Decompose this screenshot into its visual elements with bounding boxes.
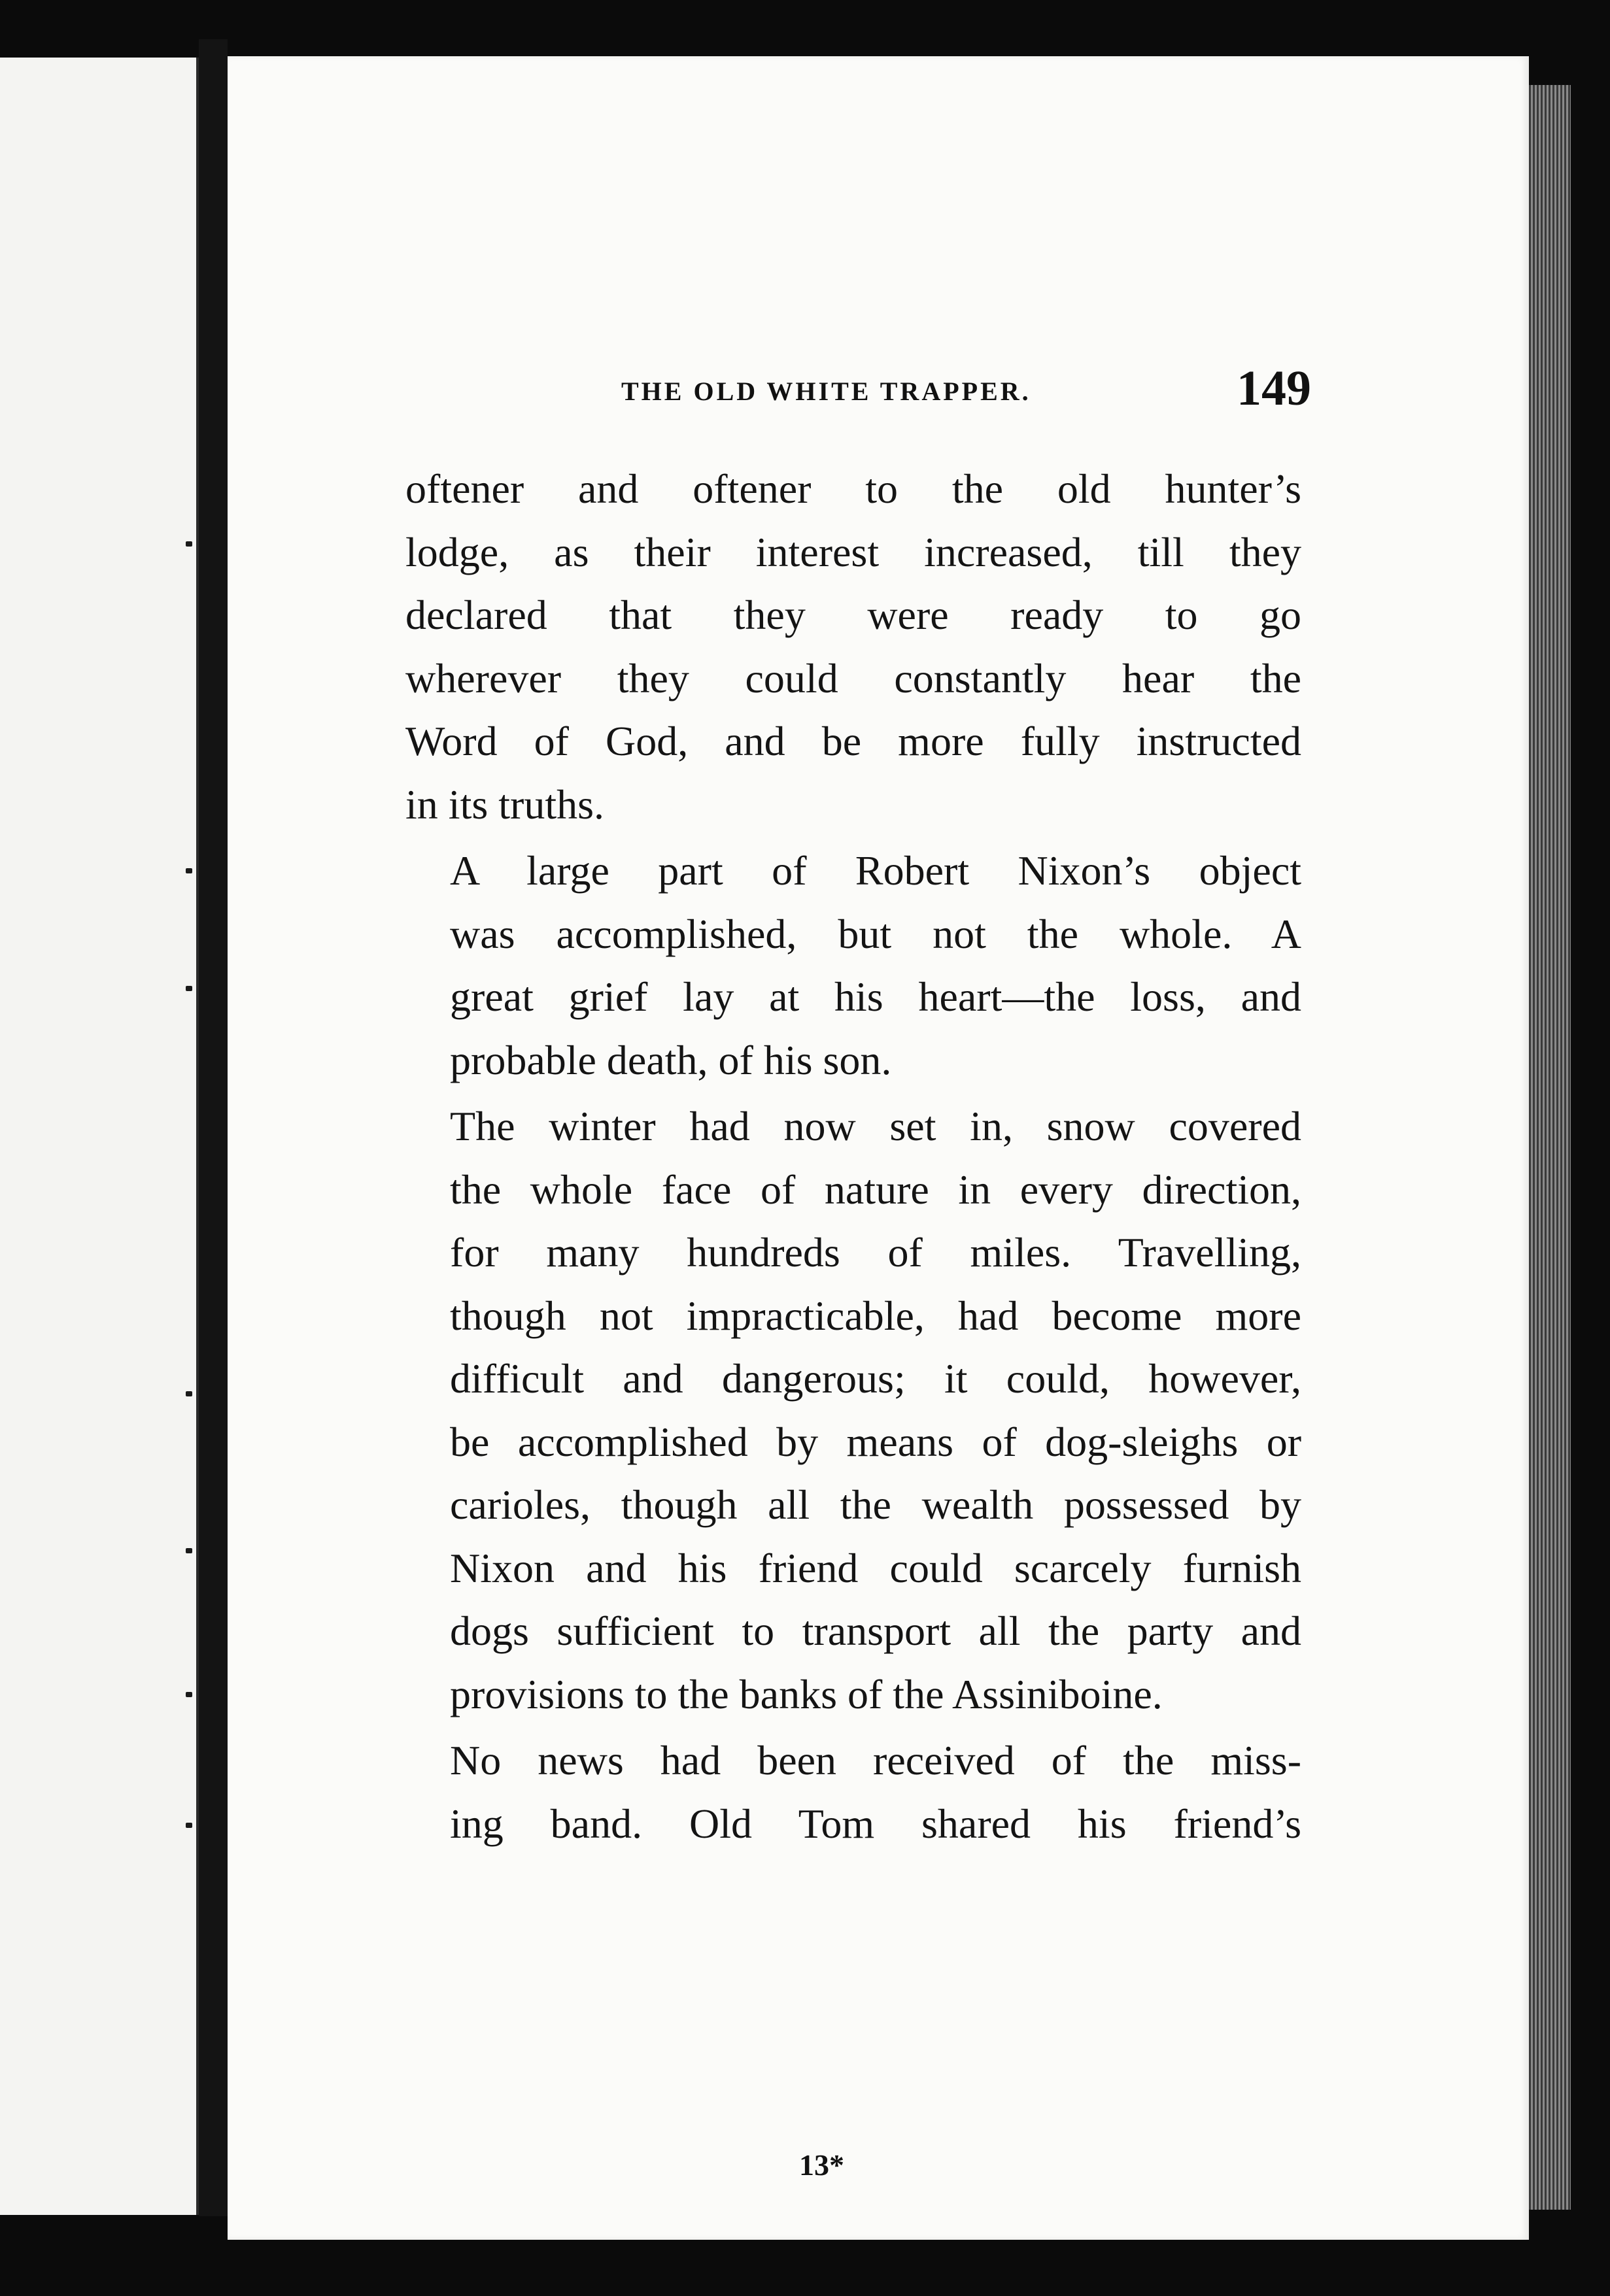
text-line: No news had been received of the miss- [450,1737,1301,1783]
bleed-mark [186,868,192,873]
running-head: THE OLD WHITE TRAPPER. [621,377,1031,406]
bleed-mark [186,1548,192,1553]
bleed-mark [186,1391,192,1396]
text-line: great grief lay at his heart—the loss, and [450,973,1301,1020]
page-edges [1529,85,1571,2210]
book-gutter [199,39,228,2216]
text-line: provisions to the banks of the Assiniboine. [450,1670,1163,1717]
text-line: carioles, though all the wealth possessed by [450,1481,1301,1528]
text-line: Word of God, and be more fully instructed [405,718,1301,764]
facing-page-edge [0,58,199,2215]
text-line: declared that they were ready to go [405,592,1301,638]
text-line: A large part of Robert Nixon’s object [450,847,1301,894]
text-line: probable death, of his son. [450,1036,892,1083]
text-line: difficult and dangerous; it could, however, [450,1355,1301,1402]
page-number: 149 [1237,361,1311,416]
paragraph [405,458,1301,836]
page-header [396,356,1311,435]
paragraph [405,839,1301,1092]
signature-mark: 13* [799,2148,844,2182]
paragraph [405,1095,1301,1726]
text-line: ing band. Old Tom shared his friend’s [450,1800,1301,1847]
text-line: lodge, as their interest increased, till they [405,528,1301,575]
bleed-mark [186,541,192,547]
text-line: in its truths. [405,781,605,828]
text-line: though not impracticable, had become more [450,1292,1301,1339]
bleed-mark [186,1692,192,1697]
text-line: be accomplished by means of dog-sleighs or [450,1418,1301,1465]
bleed-mark [186,986,192,991]
text-line: was accomplished, but not the whole. A [450,910,1301,957]
bleed-mark [186,1823,192,1828]
paragraph [405,1729,1301,1855]
text-line: wherever they could constantly hear the [405,654,1301,701]
text-line: dogs sufficient to transport all the party and [450,1608,1301,1654]
text-line: The winter had now set in, snow covered [450,1103,1301,1149]
text-line: the whole face of nature in every direction, [450,1166,1301,1213]
text-line: for many hundreds of miles. Travelling, [450,1229,1301,1275]
body-text [405,458,1301,1859]
text-line: Nixon and his friend could scarcely furnish [450,1544,1301,1591]
text-line: oftener and oftener to the old hunter’s [405,465,1301,512]
